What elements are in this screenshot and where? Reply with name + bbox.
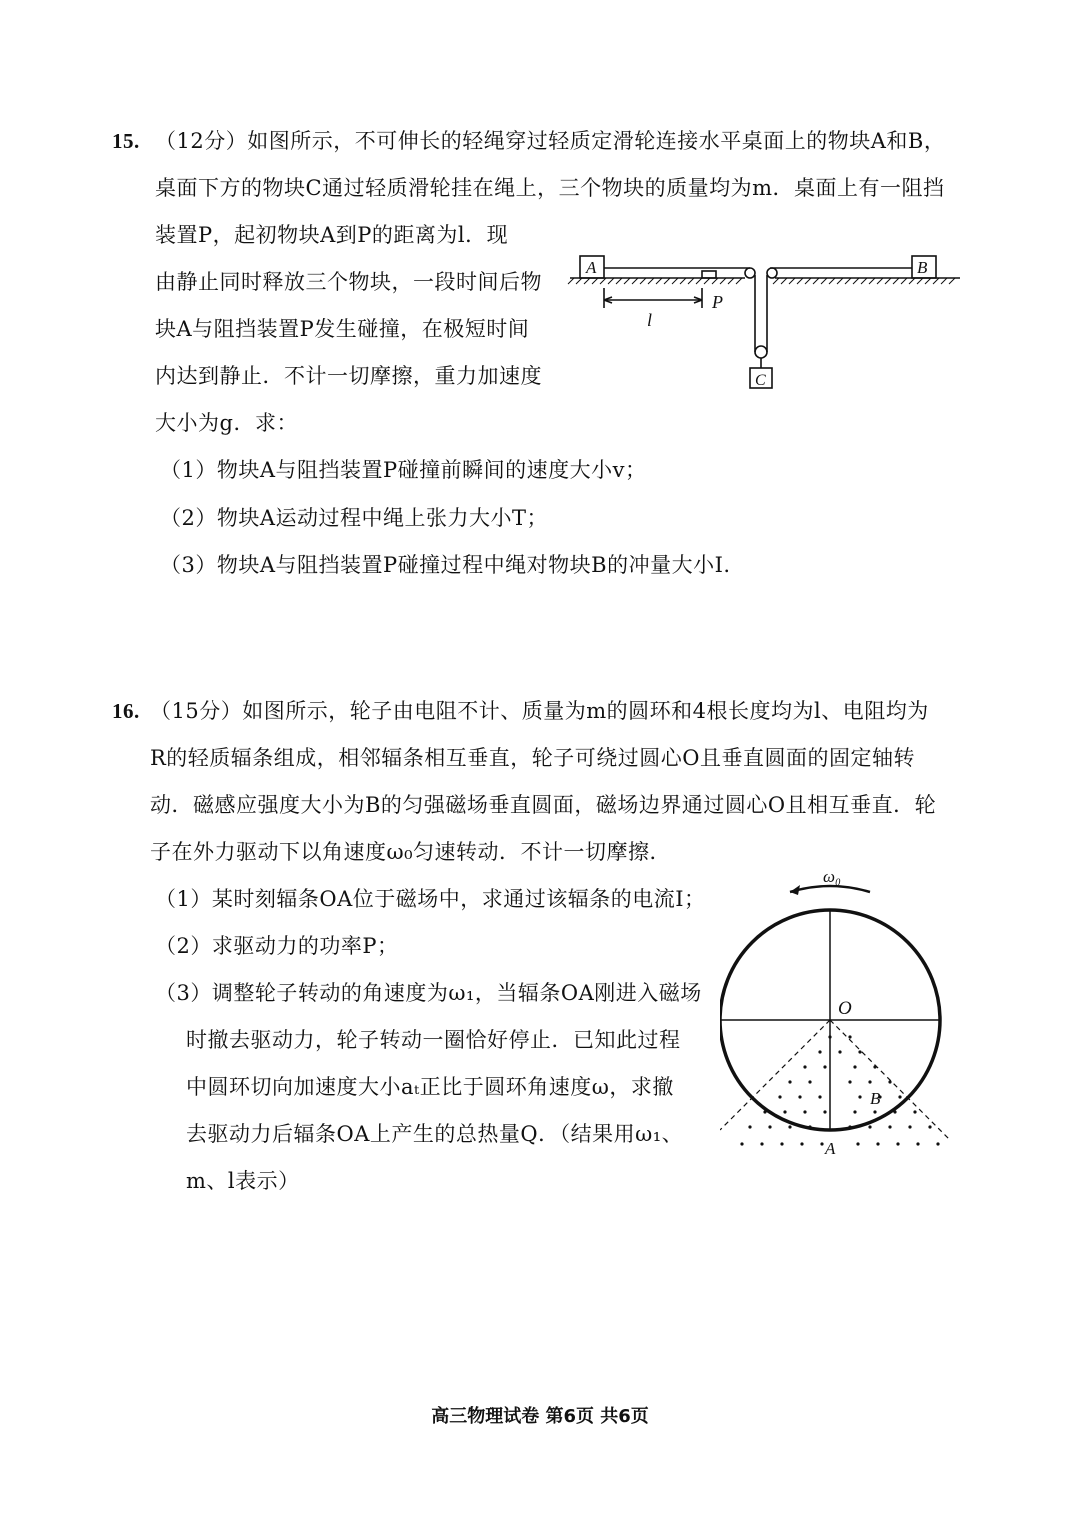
- q15-label-l: l: [647, 310, 653, 330]
- q16-line-4: 子在外力驱动下以角速度ω₀匀速转动．不计一切摩擦．: [150, 840, 672, 864]
- page-footer: 高三物理试卷 第6页 共6页: [431, 1406, 649, 1427]
- q15-sub-1: （1）物块A与阻挡装置P碰撞前瞬间的速度大小v；: [160, 458, 647, 482]
- q15-line-6: 内达到静止．不计一切摩擦，重力加速度: [155, 364, 542, 388]
- q16-line-2: R的轻质辐条组成，相邻辐条相互垂直，轮子可绕过圆心O且垂直圆面的固定轴转: [150, 746, 916, 770]
- q15-sub-2: （2）物块A运动过程中绳上张力大小T；: [160, 506, 549, 530]
- q15-line-1: （12分）如图所示，不可伸长的轻绳穿过轻质定滑轮连接水平桌面上的物块A和B，: [155, 129, 946, 153]
- q16-sub-3-line-4: 去驱动力后辐条OA上产生的总热量Q．（结果用ω₁、: [186, 1122, 684, 1146]
- q16-sub-2: （2）求驱动力的功率P；: [155, 934, 399, 958]
- q15-line-2: 桌面下方的物块C通过轻质滑轮挂在绳上，三个物块的质量均为m．桌面上有一阻挡: [155, 176, 945, 200]
- q16-line-3: 动．磁感应强度大小为B的匀强磁场垂直圆面，磁场边界通过圆心O且相互垂直．轮: [150, 793, 937, 817]
- q15-label-a: A: [586, 258, 597, 277]
- point-b-label: B: [870, 1089, 881, 1108]
- q16-number: 16.: [112, 699, 140, 723]
- q15-line-5: 块A与阻挡装置P发生碰撞，在极短时间: [155, 317, 530, 341]
- q16-wheel-figure: [720, 862, 960, 1162]
- point-a-label: A: [825, 1139, 836, 1158]
- q16-sub-1: （1）某时刻辐条OA位于磁场中，求通过该辐条的电流I；: [155, 887, 706, 911]
- q15-line-4: 由静止同时释放三个物块，一段时间后物: [155, 270, 542, 294]
- q15-line-7: 大小为g．求：: [155, 411, 298, 435]
- q15-number: 15.: [112, 129, 140, 153]
- omega0-label: ω₀: [823, 867, 841, 886]
- q16-sub-3-line-2: 时撤去驱动力，轮子转动一圈恰好停止．已知此过程: [186, 1028, 681, 1052]
- center-o-label: O: [838, 998, 852, 1019]
- q15-pulley-figure: [560, 240, 970, 400]
- q16-line-1: （15分）如图所示，轮子由电阻不计、质量为m的圆环和4根长度均为l、电阻均为: [150, 699, 929, 723]
- q16-sub-3: （3）调整轮子转动的角速度为ω₁，当辐条OA刚进入磁场: [155, 981, 702, 1005]
- q16-sub-3-line-3: 中圆环切向加速度大小aₜ正比于圆环角速度ω，求撤: [186, 1075, 674, 1099]
- q15-label-b: B: [917, 258, 928, 277]
- q16-sub-3-line-5: m、l表示）: [186, 1169, 300, 1193]
- q15-label-c: C: [755, 372, 766, 389]
- q15-sub-3: （3）物块A与阻挡装置P碰撞过程中绳对物块B的冲量大小I.: [160, 553, 731, 577]
- q15-line-3: 装置P，起初物块A到P的距离为l．现: [155, 223, 509, 247]
- q15-label-p: P: [712, 292, 723, 312]
